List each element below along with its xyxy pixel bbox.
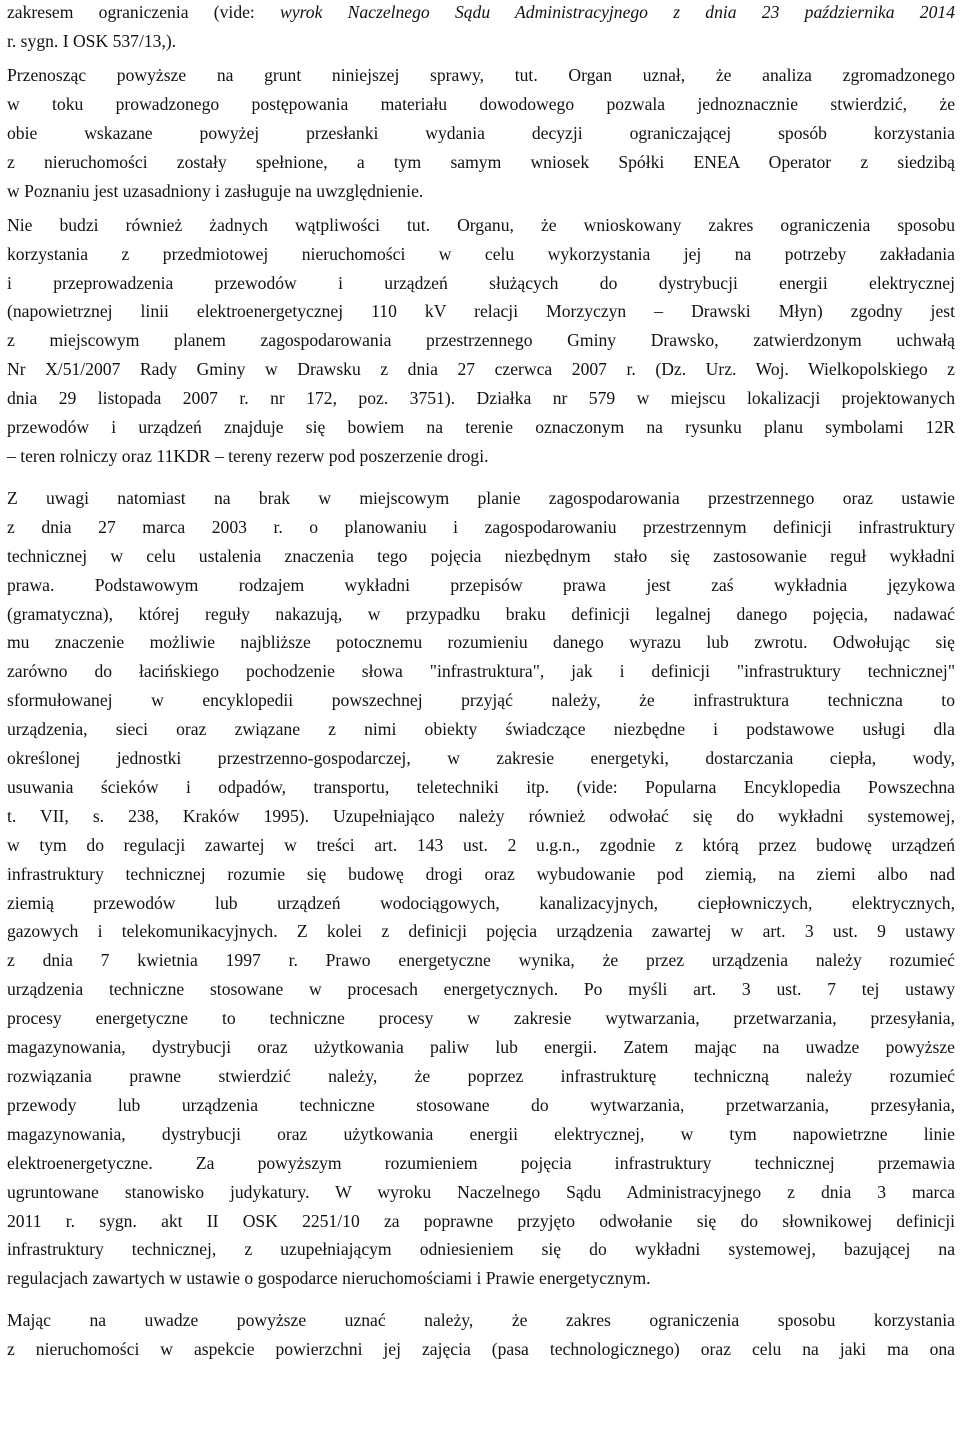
text-run: korzystania z przedmiotowej nieruchomości w celu wykorzystania jej na potrzeby zakładania <box>7 243 955 264</box>
text-line <box>7 90 955 119</box>
text-line <box>7 860 955 889</box>
text-line <box>7 1033 955 1062</box>
text-line <box>7 269 955 298</box>
text-line <box>7 975 955 1004</box>
text-run: elektroenergetyczne. Za powyższym rozumieniem pojęcia infrastruktury technicznej przemawia <box>7 1152 955 1173</box>
text-line <box>7 831 955 860</box>
text-line <box>7 571 955 600</box>
text-run: Mając na uwadze powyższe uznać należy, że zakres ograniczenia sposobu korzystania <box>7 1310 955 1331</box>
text-run: z nieruchomości w aspekcie powierzchni jej zajęcia (pasa technologicznego) oraz celu na jaki ma ona <box>7 1339 955 1360</box>
text-run: Z uwagi natomiast na brak w miejscowym planie zagospodarowania przestrzennego oraz ustawie <box>7 487 955 508</box>
text-line <box>7 1062 955 1091</box>
text-run: infrastruktury technicznej, z uzupełniającym odniesieniem się do wykładni systemowej, bazującej na <box>7 1239 955 1260</box>
text-line <box>7 889 955 918</box>
text-line <box>7 715 955 744</box>
text-line <box>7 148 955 177</box>
text-run: magazynowania, dystrybucji oraz użytkowania paliw lub energii. Zatem mając na uwadze powyższe <box>7 1037 955 1058</box>
paragraph <box>7 211 955 471</box>
text-line <box>7 773 955 802</box>
text-line <box>7 1235 955 1264</box>
text-line <box>7 1306 955 1335</box>
text-run: z miejscowym planem zagospodarowania przestrzennego Gminy Drawsko, zatwierdzonym uchwałą <box>7 330 955 351</box>
text-run: określonej jednostki przestrzenno-gospodarczej, w zakresie energetyki, dostarczania ciepła, wody, <box>7 748 955 769</box>
text-line <box>7 119 955 148</box>
text-run: ziemią przewodów lub urządzeń wodociągowych, kanalizacyjnych, ciepłowniczych, elektrycznych, <box>7 892 955 913</box>
text-run: regulacjach zawartych w ustawie o gospodarce nieruchomościami i Prawie energetycznym. <box>7 1268 651 1289</box>
text-run: urządzenia techniczne stosowane w procesach energetycznych. Po myśli art. 3 ust. 7 tej ustawy <box>7 979 955 1000</box>
text-run: Nie budzi również żadnych wątpliwości tut. Organu, że wnioskowany zakres ograniczenia sposobu <box>7 214 955 235</box>
text-run: procesy energetyczne to techniczne procesy w zakresie wytwarzania, przetwarzania, przesyłania, <box>7 1008 955 1029</box>
text-run: usuwania ścieków i odpadów, transportu, teletechniki itp. (vide: Popularna Encyklopedia Powszechna <box>7 776 955 797</box>
text-line <box>7 513 955 542</box>
text-line <box>7 802 955 831</box>
text-run: Przenosząc powyższe na grunt niniejszej sprawy, tut. Organ uznał, że analiza zgromadzonego <box>7 65 955 85</box>
text-run: zarówno do łacińskiego pochodzenie słowa "infrastruktura", jak i definicji "infrastruktury technicznej" <box>7 661 955 682</box>
text-run: prawa. Podstawowym rodzajem wykładni przepisów prawa jest zaś wykładnia językowa <box>7 574 955 595</box>
text-line <box>7 686 955 715</box>
text-run: mu znaczenie możliwie najbliższe potocznemu rozumieniu danego wyrazu lub zwrotu. Odwołując się <box>7 632 955 653</box>
text-run: rozwiązania prawne stwierdzić należy, że poprzez infrastrukturę techniczną należy rozumieć <box>7 1066 955 1086</box>
text-line <box>7 442 955 471</box>
italic-citation: wyrok Naczelnego Sądu Administracyjnego z dnia 23 października 2014 <box>280 2 955 22</box>
paragraph <box>7 0 955 56</box>
text-run: infrastruktury technicznej rozumie się budowę drogi oraz wybudowanie pod ziemią, na ziemi albo nad <box>7 863 955 884</box>
text-line <box>7 1120 955 1149</box>
text-line <box>7 1004 955 1033</box>
text-run: z dnia 27 marca 2003 r. o planowaniu i zagospodarowaniu przestrzennym definicji infrastruktury <box>7 516 955 537</box>
text-line <box>7 384 955 413</box>
text-line <box>7 1207 955 1236</box>
text-run: dnia 29 listopada 2007 r. nr 172, poz. 3751). Działka nr 579 w miejscu lokalizacji projektowanych <box>7 388 955 409</box>
text-line <box>7 413 955 442</box>
text-run: ugruntowane stanowisko judykatury. W wyroku Naczelnego Sądu Administracyjnego z dnia 3 marca <box>7 1181 955 1202</box>
text-run: technicznej w celu ustalenia znaczenia tego pojęcia niezbędnym stało się zastosowanie reguł wykładni <box>7 545 955 566</box>
text-run: (gramatyczna), której reguły nakazują, w przypadku braku definicji legalnej danego pojęcia, nadawać <box>7 603 955 624</box>
text-line <box>7 1149 955 1178</box>
text-run: magazynowania, dystrybucji oraz użytkowania energii elektrycznej, w tym napowietrzne linie <box>7 1123 955 1144</box>
text-run: 2011 r. sygn. akt II OSK 2251/10 za poprawne przyjęto odwołanie się do słownikowej definicji <box>7 1210 955 1231</box>
paragraph <box>7 484 955 1293</box>
text-line <box>7 744 955 773</box>
text-run: obie wskazane powyżej przesłanki wydania decyzji ograniczającej sposób korzystania <box>7 122 955 143</box>
text-run: sformułowanej w encyklopedii powszechnej przyjąć należy, że infrastruktura techniczna to <box>7 690 955 711</box>
text-line <box>7 27 955 56</box>
text-line <box>7 297 955 326</box>
text-run: urządzenia, sieci oraz związane z nimi obiekty świadczące niezbędne i podstawowe usługi dla <box>7 719 955 740</box>
text-line <box>7 326 955 355</box>
text-run: w tym do regulacji zawartej w treści art. 143 ust. 2 u.g.n., zgodnie z którą przez budowę urządzeń <box>7 834 955 855</box>
text-line <box>7 946 955 975</box>
text-run: w toku prowadzonego postępowania materiału dowodowego pozwala jednoznacznie stwierdzić, że <box>7 93 955 114</box>
text-run: przewody lub urządzenia techniczne stosowane do wytwarzania, przetwarzania, przesyłania, <box>7 1094 955 1115</box>
text-run: przewodów i urządzeń znajduje się bowiem na terenie oznaczonym na rysunku planu symbolami 12R <box>7 417 955 438</box>
text-run: – teren rolniczy oraz 11KDR – tereny rezerw pod poszerzenie drogi. <box>7 445 489 466</box>
text-line <box>7 600 955 629</box>
text-line <box>7 1178 955 1207</box>
text-run: gazowych i telekomunikacyjnych. Z kolei z definicji pojęcia urządzenia zawartej w art. 3 ust. 9 ustawy <box>7 921 955 942</box>
paragraph <box>7 1306 955 1364</box>
text-run: t. VII, s. 238, Kraków 1995). Uzupełniająco należy również odwołać się do wykładni systemowej, <box>7 805 955 826</box>
text-line <box>7 542 955 571</box>
text-line <box>7 628 955 657</box>
text-run: i przeprowadzenia przewodów i urządzeń służących do dystrybucji energii elektrycznej <box>7 272 955 293</box>
text-run: w Poznaniu jest uzasadniony i zasługuje na uwzględnienie. <box>7 180 424 201</box>
text-run: (napowietrznej linii elektroenergetycznej 110 kV relacji Morzyczyn – Drawski Młyn) zgodny jest <box>7 301 955 322</box>
text-line <box>7 61 955 90</box>
text-line <box>7 917 955 946</box>
text-line <box>7 657 955 686</box>
text-run: Nr X/51/2007 Rady Gminy w Drawsku z dnia 27 czerwca 2007 r. (Dz. Urz. Woj. Wielkopolskiego z <box>7 359 955 380</box>
text-line <box>7 484 955 513</box>
paragraph <box>7 61 955 206</box>
text-line <box>7 1335 955 1364</box>
text-run: r. sygn. I OSK 537/13,). <box>7 30 177 51</box>
text-line <box>7 240 955 269</box>
text-run: z nieruchomości zostały spełnione, a tym samym wniosek Spółki ENEA Operator z siedzibą <box>7 151 955 172</box>
text-line <box>7 177 955 206</box>
text-line <box>7 211 955 240</box>
text-run: zakresem ograniczenia (vide: <box>7 2 281 22</box>
text-line <box>7 0 955 27</box>
text-run: z dnia 7 kwietnia 1997 r. Prawo energetyczne wynika, że przez urządzenia należy rozumieć <box>7 950 955 971</box>
text-line <box>7 355 955 384</box>
text-line <box>7 1091 955 1120</box>
text-line <box>7 1264 955 1293</box>
